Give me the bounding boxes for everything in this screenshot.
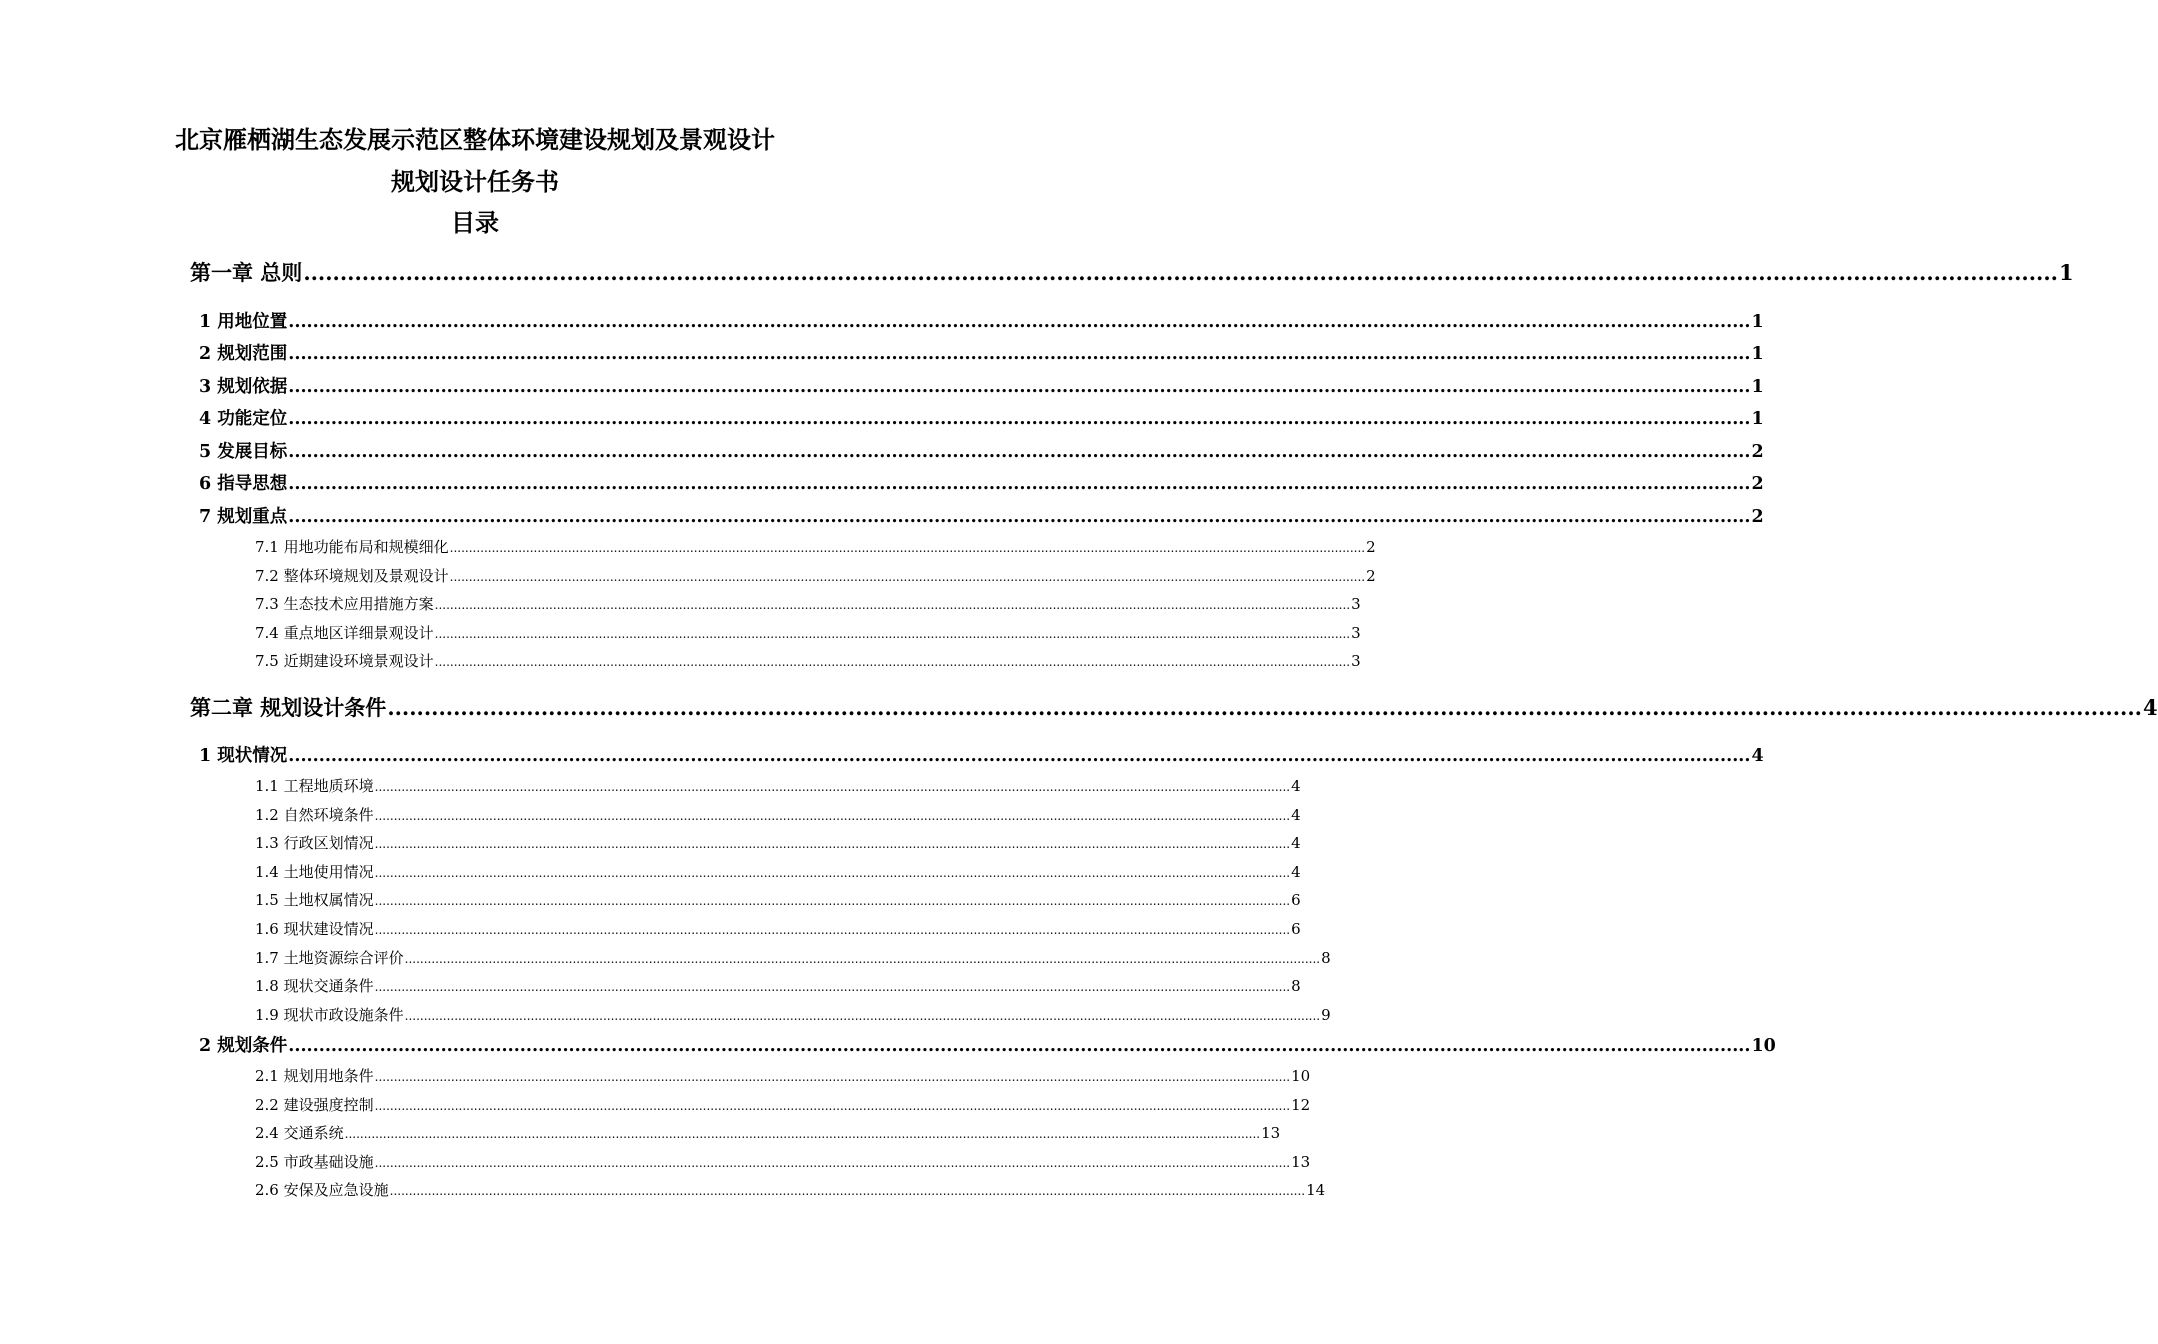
toc-entry-label: 7.2 整体环境规划及景观设计 (255, 567, 449, 585)
toc-entry-page: 2 (1366, 567, 1376, 585)
toc-entry[interactable] (255, 1096, 1311, 1116)
toc-entry-label: 1 用地位置 (199, 312, 288, 332)
toc-entry-label: 1.3 行政区划情况 (255, 834, 374, 852)
toc-entry[interactable] (255, 920, 1301, 940)
toc-entry-page: 13 (1261, 1124, 1281, 1142)
document-subtitle: 规划设计任务书 (391, 167, 559, 196)
toc-entry-page: 8 (1291, 977, 1301, 995)
toc-dot-leader: ................................................................................................................................................................................................................................................ (374, 1099, 1291, 1113)
toc-entry-page: 1 (2058, 260, 2074, 285)
toc-entry-page: 4 (1291, 834, 1301, 852)
toc-entry-page: 4 (1291, 806, 1301, 824)
toc-entry[interactable] (255, 624, 1361, 644)
toc-entry[interactable] (255, 595, 1361, 615)
toc-dot-leader: ................................................................................................................................................................................................................................................ (449, 570, 1366, 584)
toc-entry[interactable] (255, 567, 1376, 587)
toc-dot-leader: ................................................................................................................................................................................................................................................ (374, 1156, 1291, 1170)
toc-entry-label: 1.8 现状交通条件 (255, 977, 374, 995)
toc-entry-page: 4 (2142, 695, 2158, 720)
toc-entry-label: 第二章 规划设计条件 (190, 695, 387, 720)
toc-entry-label: 3 规划依据 (199, 377, 288, 397)
toc-entry-label: 7.1 用地功能布局和规模细化 (255, 538, 449, 556)
toc-entry-page: 4 (1751, 746, 1764, 766)
toc-dot-leader: ................................................................................................................................................................................................................................................ (374, 1070, 1291, 1084)
toc-entry-label: 7.3 生态技术应用措施方案 (255, 595, 434, 613)
toc-entry-page: 3 (1351, 652, 1361, 670)
toc-entry-page: 1 (1751, 312, 1764, 332)
toc-dot-leader: ................................................................................................................................................................................................................................................ (449, 541, 1366, 555)
toc-entry[interactable] (255, 1153, 1311, 1173)
toc-entry-page: 2 (1751, 442, 1764, 462)
toc-entry-page: 2 (1366, 538, 1376, 556)
toc-dot-leader: ................................................................................................................................................................................................................................................ (434, 627, 1351, 641)
toc-entry-page: 1 (1751, 377, 1764, 397)
document-title: 北京雁栖湖生态发展示范区整体环境建设规划及景观设计 (175, 125, 775, 154)
toc-entry-page: 1 (1751, 344, 1764, 364)
toc-dot-leader: ................................................................................................................................................................................................................................................ (434, 655, 1351, 669)
toc-dot-leader: ................................................................................................................................................................................................................................................ (374, 980, 1291, 994)
toc-entry[interactable] (190, 260, 2074, 286)
toc-entry-label: 2 规划条件 (199, 1036, 288, 1056)
toc-dot-leader: ................................................................................................................................................................................................................................................ (288, 1036, 1751, 1056)
toc-entry-label: 1.1 工程地质环境 (255, 777, 374, 795)
toc-dot-leader: ................................................................................................................................................................................................................................................ (288, 312, 1751, 332)
toc-entry[interactable] (199, 506, 1764, 528)
toc-entry-page: 14 (1306, 1181, 1326, 1199)
toc-entry-page: 13 (1291, 1153, 1311, 1171)
toc-dot-leader: ................................................................................................................................................................................................................................................ (288, 442, 1751, 462)
toc-entry-page: 4 (1291, 777, 1301, 795)
toc-entry[interactable] (255, 1067, 1311, 1087)
toc-entry-label: 1 现状情况 (199, 746, 288, 766)
toc-dot-leader: ................................................................................................................................................................................................................................................ (344, 1127, 1261, 1141)
toc-entry-label: 1.5 土地权属情况 (255, 891, 374, 909)
toc-entry[interactable] (190, 695, 2158, 721)
toc-entry[interactable] (255, 538, 1376, 558)
toc-entry[interactable] (255, 891, 1301, 911)
toc-heading: 目录 (451, 208, 499, 237)
toc-entry-page: 3 (1351, 624, 1361, 642)
toc-entry-page: 4 (1291, 863, 1301, 881)
toc-entry-label: 1.7 土地资源综合评价 (255, 949, 404, 967)
toc-dot-leader: ................................................................................................................................................................................................................................................ (374, 837, 1291, 851)
toc-entry[interactable] (255, 652, 1361, 672)
toc-dot-leader: ................................................................................................................................................................................................................................................ (434, 598, 1351, 612)
toc-entry-label: 2 规划范围 (199, 344, 288, 364)
toc-entry[interactable] (199, 311, 1764, 333)
toc-entry[interactable] (255, 1181, 1326, 1201)
toc-entry-label: 7.5 近期建设环境景观设计 (255, 652, 434, 670)
toc-entry-page: 6 (1291, 891, 1301, 909)
toc-entry[interactable] (255, 977, 1301, 997)
toc-entry-label: 1.6 现状建设情况 (255, 920, 374, 938)
toc-entry-label: 7.4 重点地区详细景观设计 (255, 624, 434, 642)
toc-entry[interactable] (255, 1124, 1281, 1144)
toc-dot-leader: ................................................................................................................................................................................................................................................ (288, 377, 1751, 397)
toc-dot-leader: ................................................................................................................................................................................................................................................ (288, 409, 1751, 429)
toc-entry[interactable] (255, 777, 1301, 797)
toc-dot-leader: ................................................................................................................................................................................................................................................ (374, 780, 1291, 794)
toc-entry[interactable] (199, 745, 1764, 767)
toc-entry-label: 第一章 总则 (190, 260, 303, 285)
toc-dot-leader: ................................................................................................................................................................................................................................................ (288, 746, 1751, 766)
toc-dot-leader: ................................................................................................................................................................................................................................................ (389, 1184, 1306, 1198)
toc-dot-leader: ................................................................................................................................................................................................................................................ (288, 507, 1751, 527)
toc-dot-leader: ................................................................................................................................................................................................................................................ (288, 344, 1751, 364)
toc-entry-label: 2.5 市政基础设施 (255, 1153, 374, 1171)
toc-entry[interactable] (199, 376, 1764, 398)
toc-entry[interactable] (255, 1006, 1331, 1026)
toc-entry-label: 2.1 规划用地条件 (255, 1067, 374, 1085)
toc-dot-leader: ................................................................................................................................................................................................................................................ (387, 695, 2142, 720)
toc-entry-label: 5 发展目标 (199, 442, 288, 462)
toc-dot-leader: ................................................................................................................................................................................................................................................ (404, 1009, 1321, 1023)
toc-entry[interactable] (199, 343, 1764, 365)
toc-entry-label: 1.4 土地使用情况 (255, 863, 374, 881)
toc-dot-leader: ................................................................................................................................................................................................................................................ (374, 894, 1291, 908)
toc-entry-page: 3 (1351, 595, 1361, 613)
toc-entry-label: 2.4 交通系统 (255, 1124, 344, 1142)
toc-entry-page: 8 (1321, 949, 1331, 967)
toc-entry-label: 6 指导思想 (199, 474, 288, 494)
toc-entry[interactable] (255, 806, 1301, 826)
toc-entry[interactable] (199, 408, 1764, 430)
toc-entry-page: 2 (1751, 507, 1764, 527)
toc-entry-label: 1.2 自然环境条件 (255, 806, 374, 824)
toc-entry-page: 1 (1751, 409, 1764, 429)
toc-entry[interactable] (199, 441, 1764, 463)
toc-dot-leader: ................................................................................................................................................................................................................................................ (374, 866, 1291, 880)
toc-entry-label: 2.6 安保及应急设施 (255, 1181, 389, 1199)
toc-entry[interactable] (255, 863, 1301, 883)
toc-entry[interactable] (255, 834, 1301, 854)
toc-entry[interactable] (199, 1035, 1776, 1057)
toc-entry-page: 6 (1291, 920, 1301, 938)
toc-entry[interactable] (199, 473, 1764, 495)
toc-entry[interactable] (255, 949, 1331, 969)
toc-dot-leader: ................................................................................................................................................................................................................................................ (288, 474, 1751, 494)
toc-entry-page: 12 (1291, 1096, 1311, 1114)
toc-dot-leader: ................................................................................................................................................................................................................................................ (374, 923, 1291, 937)
toc-entry-label: 1.9 现状市政设施条件 (255, 1006, 404, 1024)
toc-entry-label: 7 规划重点 (199, 507, 288, 527)
toc-dot-leader: ................................................................................................................................................................................................................................................ (303, 260, 2058, 285)
toc-dot-leader: ................................................................................................................................................................................................................................................ (374, 809, 1291, 823)
toc-entry-page: 10 (1291, 1067, 1311, 1085)
toc-dot-leader: ................................................................................................................................................................................................................................................ (404, 952, 1321, 966)
toc-entry-page: 10 (1751, 1036, 1776, 1056)
toc-entry-label: 4 功能定位 (199, 409, 288, 429)
toc-entry-page: 9 (1321, 1006, 1331, 1024)
toc-entry-page: 2 (1751, 474, 1764, 494)
toc-entry-label: 2.2 建设强度控制 (255, 1096, 374, 1114)
